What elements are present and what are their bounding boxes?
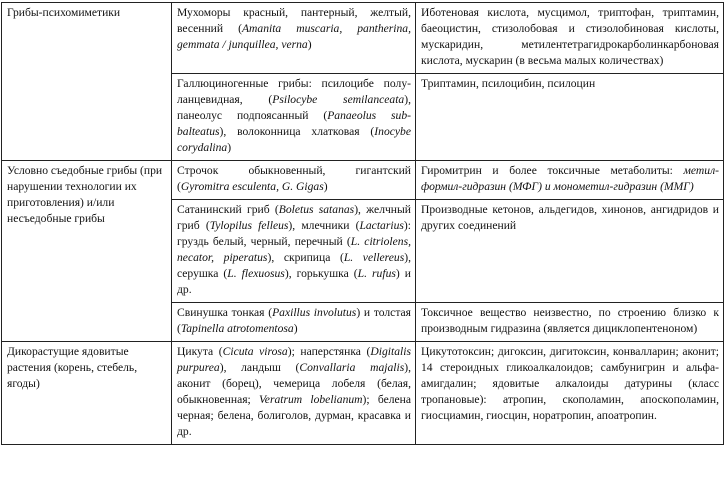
cell-text: ); наперстянка (	[287, 345, 371, 358]
category-cell: Дикорастущие ядовитые растения (корень, стебель, ягоды)	[2, 342, 172, 445]
latin-name-text: Lactarius	[359, 219, 404, 232]
cell-text: Токсичное вещество неизвестно, по строению близко к производным гидразина (является дициклопентеноном)	[421, 306, 719, 335]
table-row	[2, 342, 724, 445]
latin-name-text: Psilocybe semilanceata	[272, 93, 405, 106]
latin-name-text: L. flexuosus	[227, 267, 285, 280]
poisonous-mushrooms-plants-table	[1, 2, 724, 445]
cell-text: Свинушка тонкая (	[177, 306, 273, 319]
toxins-cell	[416, 74, 724, 161]
toxins-cell	[416, 161, 724, 200]
cell-text: Цикута (	[177, 345, 223, 358]
latin-name-text: Boletus satanas	[278, 203, 355, 216]
cell-text: Строчок обыкновенный, гигантский (	[177, 164, 411, 193]
latin-name-text: Tylopilus felleus	[209, 219, 289, 232]
cell-text: ): груздь белый, черный, перечный (	[177, 219, 411, 248]
cell-text: Сатанинский гриб (	[177, 203, 279, 216]
category-cell: Грибы-психомиметики	[2, 3, 172, 161]
cell-text: ), аконит (борец), чемерица лобеля (белая, обыкновенная;	[177, 361, 411, 406]
category-cell: Условно съедобные грибы (при нарушении технологии их приготовления) и/или несъедобные грибы	[2, 161, 172, 342]
cell-text: ) и др.	[177, 267, 411, 296]
cell-text: )	[323, 180, 328, 193]
cell-text: )	[293, 322, 298, 335]
cell-text: )	[307, 38, 312, 51]
cell-text: ), желчный гриб (	[177, 203, 412, 232]
cell-text: ), млечники (	[288, 219, 360, 232]
latin-name-text: Cicuta virosa	[222, 345, 288, 358]
source-cell	[172, 200, 416, 303]
source-cell	[172, 74, 416, 161]
cell-text: Иботеновая кислота, мусцимол, триптофан, триптамин, баеоцистин, стизолобовая и стизолобиновая кислоты, мускаридин, метилентетрагидрокарболинкарбоновая кислота, мускарин (в весьма малых количествах)	[421, 6, 719, 67]
table-row	[2, 161, 724, 200]
latin-name-text: L. citriolens, necator, piperatus	[177, 235, 411, 264]
toxins-cell	[416, 342, 724, 445]
latin-name-text: Gyromitra esculenta, G. Gigas	[180, 180, 324, 193]
latin-name-text: Digitalis purpurea	[177, 345, 411, 374]
source-cell	[172, 161, 416, 200]
latin-name-text: Inocybe corydalina	[177, 125, 411, 154]
latin-name-text: Amanita muscaria, pantherina, gemmata / junquillea, verna	[177, 22, 411, 51]
cell-text: ), панеолус подпоясанный (	[177, 93, 411, 122]
table-body	[2, 3, 724, 445]
cell-text: ), серушка (	[177, 251, 411, 280]
cell-text: Триптамин, псилоцибин, псилоцин	[421, 77, 596, 90]
cell-text: Мухоморы красный, пантерный, желтый, весенний (	[177, 6, 411, 35]
source-cell	[172, 303, 416, 342]
cell-text: ), волоконница хлатковая (	[219, 125, 375, 138]
source-cell	[172, 342, 416, 445]
latin-name-text: Paxillus involutus	[272, 306, 357, 319]
latin-name-text: метил-формил-гидразин (МФГ) и монометил-гидразин (ММГ)	[421, 164, 719, 193]
source-cell	[172, 3, 416, 74]
toxins-cell	[416, 200, 724, 303]
toxins-cell	[416, 303, 724, 342]
latin-name-text: Convallaria majalis	[299, 361, 405, 374]
cell-text: ) и толстая (	[177, 306, 412, 335]
cell-text: ), ландыш (	[219, 361, 300, 374]
cell-text: )	[227, 141, 232, 154]
cell-text: Галлюциногенные грибы: псилоцибе полуланцевидная, (	[177, 77, 411, 106]
cell-text: ), скрипица (	[267, 251, 344, 264]
cell-text: ); белена черная; белена, болиголов, дурман, красавка и др.	[177, 393, 411, 438]
latin-name-text: Tapinella atrotomentosa	[180, 322, 294, 335]
cell-text: Производные кетонов, альдегидов, хинонов, ангидридов и других соединений	[421, 203, 719, 232]
cell-text: Гиромитрин и более токсичные метаболиты:	[421, 164, 684, 177]
cell-text: ), горькушка (	[284, 267, 358, 280]
toxins-cell	[416, 3, 724, 74]
cell-text: Цикутотоксин; дигоксин, дигитоксин, конвалларин; аконит; 14 стероидных гликоалкалоидов; самбунигрин и альфа-амигдалин; ядовитые алкалоиды датурины (класс тропановые): атропин, скополaмин, апоскополамин, гиосциамин, гиосцин, норатропин, апоатропин.	[421, 345, 719, 422]
latin-name-text: L. rufus	[357, 267, 396, 280]
latin-name-text: Panaeolus subbalteatus	[177, 109, 412, 138]
latin-name-text: Veratrum lobeliаnum	[259, 393, 363, 406]
latin-name-text: L. vellereus	[343, 251, 405, 264]
table-row	[2, 3, 724, 74]
